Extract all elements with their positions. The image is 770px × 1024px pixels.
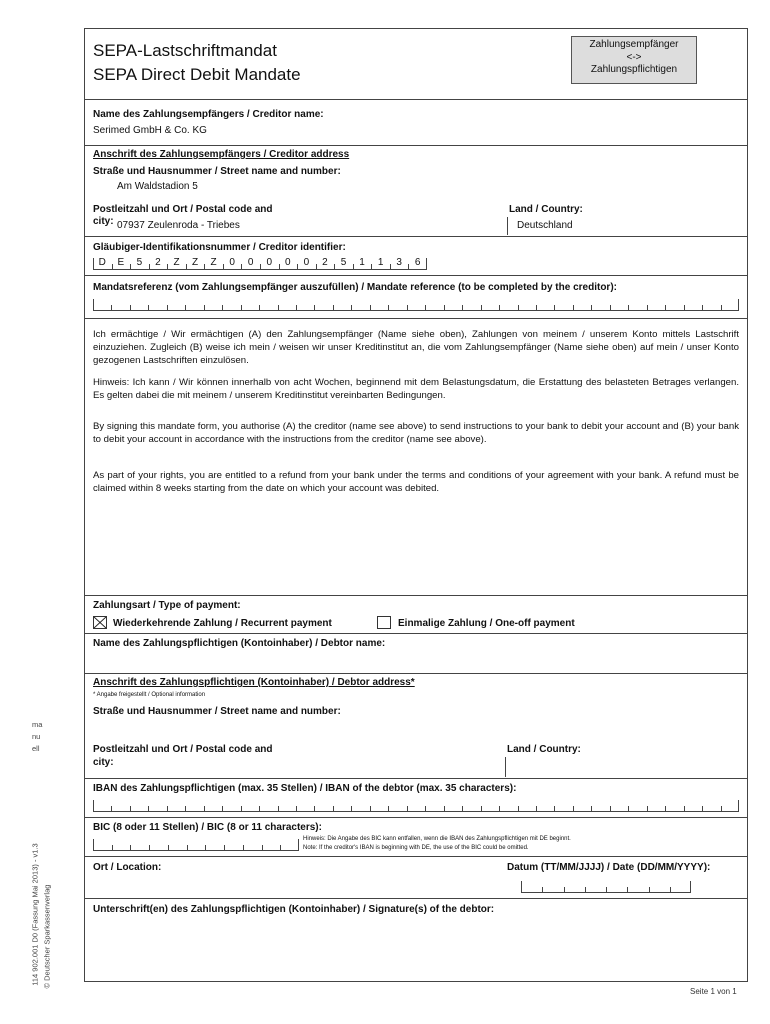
comb-tick (93, 839, 94, 850)
comb-char: 0 (247, 257, 254, 268)
comb-tick (241, 305, 242, 310)
comb-tick (351, 806, 352, 811)
comb-tick (649, 887, 650, 892)
comb-char: 0 (303, 257, 310, 268)
comb-char: 0 (229, 257, 235, 268)
debtor-street-label: Straße und Hausnummer / Street name and number: (93, 706, 341, 717)
comb-char: 0 (285, 257, 291, 268)
debtor-postal-label: Postleitzahl und Ort / Postal code and (93, 744, 273, 755)
comb-tick (205, 845, 206, 850)
comb-tick (112, 845, 113, 850)
comb-tick (738, 800, 739, 811)
comb-tick (185, 305, 186, 310)
comb-tick (690, 881, 691, 892)
creditor-identifier-field (93, 258, 427, 270)
comb-char: 1 (377, 257, 384, 268)
date-field[interactable] (521, 881, 691, 893)
comb-char: 0 (266, 257, 273, 268)
comb-tick (407, 806, 408, 811)
comb-tick (721, 806, 722, 811)
creditor-name-value: Serimed GmbH & Co. KG (93, 125, 207, 136)
comb-tick (606, 887, 607, 892)
badge-line-3: Zahlungspflichtigen (590, 64, 678, 75)
comb-tick (665, 806, 666, 811)
comb-tick (647, 806, 648, 811)
comb-tick (185, 806, 186, 811)
debtor-iban-label: IBAN des Zahlungspflichtigen (max. 35 Stellen) / IBAN of the debtor (max. 35 characters): (93, 783, 517, 794)
comb-tick (425, 806, 426, 811)
comb-tick (224, 845, 225, 850)
comb-tick (351, 305, 352, 310)
comb-tick (168, 845, 169, 850)
comb-tick (481, 305, 482, 310)
form-version-text: 114 902.001 D0 (Fassung Mai 2013) - v1.3 (30, 843, 40, 986)
creditor-name-label: Name des Zahlungsempfängers / Creditor name: (93, 109, 324, 120)
badge-line-2: <-> (626, 51, 642, 63)
comb-char: Z (210, 257, 217, 268)
title-de: SEPA-Lastschriftmandat (93, 41, 277, 60)
margin-text-1: ma (32, 720, 43, 729)
authorisation-text-de: Ich ermächtige / Wir ermächtigen (A) den Zahlungsempfänger (Name siehe oben), Zahlungen von meinem / unserem Konto mittels Lastschrift einzuziehen. Zugleich (B) weise ich mein / weisen wir unser Kreditinstitut an, die vom Zahlungsempfänger (Name siehe oben) auf mein / unser Konto gezogenen Lastschriften einzulösen. (93, 329, 739, 366)
comb-tick (721, 305, 722, 310)
comb-tick (499, 806, 500, 811)
comb-tick (564, 887, 565, 892)
signature-label: Unterschrift(en) des Zahlungspflichtigen (Kontoinhaber) / Signature(s) of the debtor: (93, 904, 495, 915)
comb-tick (222, 806, 223, 811)
location-label: Ort / Location: (93, 862, 162, 873)
comb-tick (333, 305, 334, 310)
comb-tick (536, 806, 537, 811)
comb-tick (370, 305, 371, 310)
comb-tick (499, 305, 500, 310)
comb-tick (243, 845, 244, 850)
mandate-reference-label: Mandatsreferenz (vom Zahlungsempfänger auszufüllen) / Mandate reference (to be completed by the creditor): (93, 282, 617, 293)
comb-tick (702, 305, 703, 310)
comb-tick (148, 305, 149, 310)
debtor-country-label: Land / Country: (507, 744, 581, 755)
page-number: Seite 1 von 1 (690, 987, 737, 996)
comb-tick (591, 806, 592, 811)
comb-tick (585, 887, 586, 892)
creditor-postal-label: Postleitzahl und Ort / Postal code and (93, 204, 273, 215)
comb-tick (536, 305, 537, 310)
debtor-iban-field[interactable] (93, 800, 739, 812)
comb-tick (222, 305, 223, 310)
debtor-address-note: * Angabe freigestellt / Optional information (93, 692, 206, 698)
comb-tick (204, 305, 205, 310)
comb-tick (278, 305, 279, 310)
comb-tick (130, 806, 131, 811)
comb-tick (280, 845, 281, 850)
comb-tick (518, 806, 519, 811)
creditor-postal-value: 07937 Zeulenroda - Triebes (117, 220, 240, 231)
comb-char: 6 (414, 257, 421, 268)
comb-tick (314, 806, 315, 811)
comb-tick (647, 305, 648, 310)
comb-tick (481, 806, 482, 811)
comb-tick (425, 305, 426, 310)
comb-tick (111, 305, 112, 310)
creditor-postal-label-city: city: (93, 216, 114, 227)
comb-tick (298, 839, 299, 850)
sepa-mandate-form (84, 28, 748, 982)
comb-tick (521, 881, 522, 892)
comb-tick (262, 845, 263, 850)
comb-tick (130, 305, 131, 310)
margin-text-3: ell (32, 744, 40, 753)
comb-char: 3 (396, 257, 402, 268)
comb-char: 5 (340, 257, 347, 268)
comb-tick (167, 806, 168, 811)
debtor-bic-label: BIC (8 oder 11 Stellen) / BIC (8 or 11 characters): (93, 822, 322, 833)
creditor-country-value: Deutschland (517, 220, 573, 231)
comb-tick (204, 806, 205, 811)
comb-tick (93, 800, 94, 811)
bic-note-de: Hinweis: Die Angabe des BIC kann entfallen, wenn die IBAN des Zahlungspflichtigen mit DE beginnt. (303, 836, 571, 842)
comb-tick (670, 887, 671, 892)
signature-area[interactable] (85, 919, 747, 979)
debtor-bic-field[interactable] (93, 839, 299, 851)
comb-tick (627, 887, 628, 892)
comb-tick (130, 845, 131, 850)
debtor-address-heading: Anschrift des Zahlungspflichtigen (Kontoinhaber) / Debtor address* (93, 677, 415, 688)
comb-tick (684, 806, 685, 811)
comb-char: 5 (136, 257, 143, 268)
refund-note-en: As part of your rights, you are entitled to a refund from your bank under the terms and conditions of your agreement with your bank. A refund must be claimed within 8 weeks starting from the date on which your account was debited. (93, 470, 739, 494)
comb-tick (93, 299, 94, 310)
comb-tick (296, 305, 297, 310)
comb-char: 2 (322, 257, 328, 268)
recurrent-payment-checkbox[interactable] (93, 616, 107, 629)
comb-tick (462, 806, 463, 811)
comb-tick (573, 305, 574, 310)
creditor-street-label: Straße und Hausnummer / Street name and number: (93, 166, 341, 177)
one-off-payment-label: Einmalige Zahlung / One-off payment (398, 618, 575, 629)
comb-char: 1 (359, 257, 365, 268)
comb-tick (684, 305, 685, 310)
recurrent-payment-label: Wiederkehrende Zahlung / Recurrent payment (113, 618, 332, 629)
comb-tick (462, 305, 463, 310)
comb-char: D (98, 257, 106, 268)
comb-char: Z (173, 257, 180, 268)
comb-tick (187, 845, 188, 850)
creditor-country-label: Land / Country: (509, 204, 583, 215)
debtor-postal-label-city: city: (93, 757, 114, 768)
comb-tick (241, 806, 242, 811)
comb-tick (444, 305, 445, 310)
comb-tick (296, 806, 297, 811)
comb-tick (259, 806, 260, 811)
mandate-reference-field[interactable] (93, 299, 739, 311)
badge-line-1: Zahlungsempfänger (589, 39, 679, 50)
creditor-street-value: Am Waldstadion 5 (117, 181, 198, 192)
payment-type-label: Zahlungsart / Type of payment: (93, 600, 241, 611)
comb-tick (314, 305, 315, 310)
publisher-text: © Deutscher Sparkassenverlag (42, 884, 52, 989)
comb-char: E (117, 257, 125, 268)
comb-tick (542, 887, 543, 892)
one-off-payment-checkbox[interactable] (377, 616, 391, 629)
comb-tick (149, 845, 150, 850)
creditor-address-heading: Anschrift des Zahlungsempfängers / Creditor address (93, 149, 350, 160)
comb-tick (702, 806, 703, 811)
comb-tick (444, 806, 445, 811)
comb-tick (610, 806, 611, 811)
comb-tick (407, 305, 408, 310)
margin-text-2: nu (32, 732, 41, 741)
date-label: Datum (TT/MM/JJJJ) / Date (DD/MM/YYYY): (507, 862, 711, 873)
comb-tick (573, 806, 574, 811)
comb-tick (554, 806, 555, 811)
comb-tick (388, 806, 389, 811)
comb-tick (278, 806, 279, 811)
comb-tick (370, 806, 371, 811)
comb-char: 2 (155, 257, 161, 268)
comb-tick (148, 806, 149, 811)
comb-tick (111, 806, 112, 811)
comb-tick (665, 305, 666, 310)
title-en: SEPA Direct Debit Mandate (93, 65, 301, 84)
comb-tick (610, 305, 611, 310)
refund-note-de: Hinweis: Ich kann / Wir können innerhalb von acht Wochen, beginnend mit dem Belastungsdatum, die Erstattung des belasteten Betrages verlangen. Es gelten dabei die mit meinem / unserem Kreditinstitut vereinbarten Bedingungen. (93, 377, 739, 401)
debtor-name-label: Name des Zahlungspflichtigen (Kontoinhaber) / Debtor name: (93, 638, 386, 649)
comb-tick (628, 806, 629, 811)
comb-tick (333, 806, 334, 811)
creditor-identifier-label: Gläubiger-Identifikationsnummer / Creditor identifier: (93, 242, 346, 253)
comb-tick (591, 305, 592, 310)
comb-char: Z (191, 257, 199, 268)
comb-tick (518, 305, 519, 310)
comb-tick (259, 305, 260, 310)
authorisation-text-en: By signing this mandate form, you authorise (A) the creditor (name see above) to send instructions to your bank to debit your account and (B) your bank to debit your account in accordance with the instructions from the creditor (name see above). (93, 421, 739, 445)
comb-tick (554, 305, 555, 310)
check-cross-icon (94, 617, 106, 628)
comb-tick (167, 305, 168, 310)
bic-note-en: Note: If the creditor's IBAN is beginning with DE, the use of the BIC could be omitted. (303, 845, 529, 851)
comb-tick (388, 305, 389, 310)
comb-tick (738, 299, 739, 310)
direction-badge (571, 36, 697, 84)
comb-tick (628, 305, 629, 310)
